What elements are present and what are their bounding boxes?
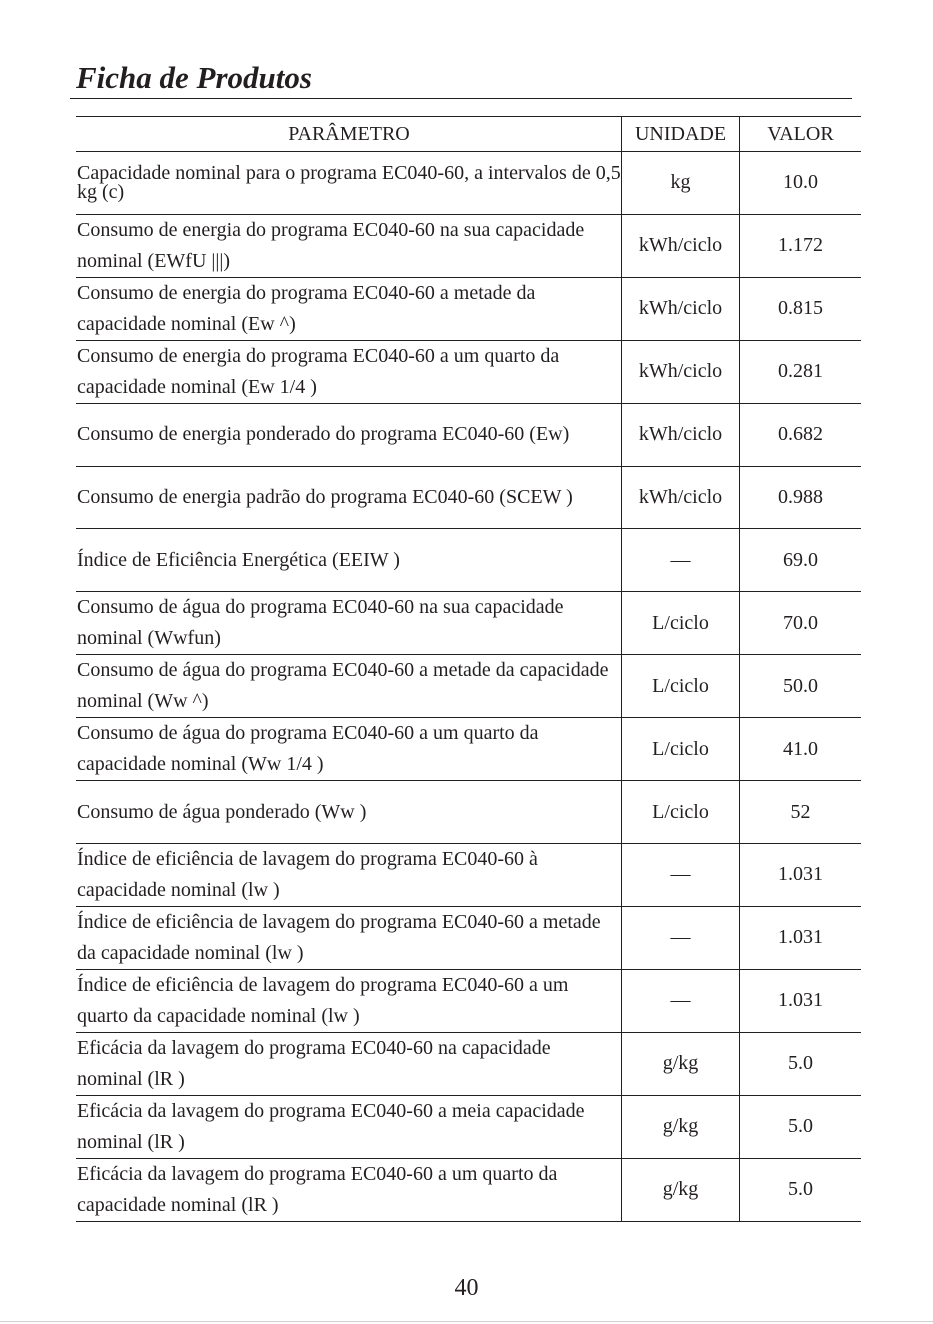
value-cell: 5.0 [740,1032,862,1095]
table-row [76,1095,861,1158]
param-cell: Índice de Eficiência Energética (EEIW ) [76,529,622,592]
value-cell: 10.0 [740,152,862,215]
value-cell: 0.682 [740,403,862,466]
table-row [76,655,861,718]
param-cell: Índice de eficiência de lavagem do programa EC040-60 à capacidade nominal (lw ) [76,843,622,906]
param-cell: Eficácia da lavagem do programa EC040-60 a um quarto da capacidade nominal (lR ) [76,1158,622,1221]
unit-cell: kg [622,152,740,215]
value-cell: 5.0 [740,1095,862,1158]
param-cell: Eficácia da lavagem do programa EC040-60 na capacidade nominal (lR ) [76,1032,622,1095]
param-cell: Índice de eficiência de lavagem do programa EC040-60 a um quarto da capacidade nominal (lw ) [76,969,622,1032]
value-cell: 1.031 [740,906,862,969]
param-cell: Consumo de energia padrão do programa EC040-60 (SCEW ) [76,466,622,529]
value-cell: 69.0 [740,529,862,592]
table-row [76,969,861,1032]
title-divider [70,98,852,99]
table-row [76,843,861,906]
table-header-row [76,117,861,152]
param-cell: Eficácia da lavagem do programa EC040-60 a meia capacidade nominal (lR ) [76,1095,622,1158]
unit-cell: — [622,969,740,1032]
param-cell: Consumo de energia ponderado do programa EC040-60 (Ew) [76,403,622,466]
table-row [76,1032,861,1095]
value-cell: 41.0 [740,718,862,781]
unit-cell: kWh/ciclo [622,214,740,277]
table-row [76,340,861,403]
table-row [76,592,861,655]
param-cell: Consumo de energia do programa EC040-60 na sua capacidade nominal (EWfU |||) [76,214,622,277]
param-cell: Consumo de água do programa EC040-60 a um quarto da capacidade nominal (Ww 1/4 ) [76,718,622,781]
table-row [76,403,861,466]
table-row [76,718,861,781]
page-number: 40 [454,1275,479,1301]
unit-cell: — [622,843,740,906]
table-row [76,906,861,969]
bottom-divider [0,1321,933,1322]
table-row [76,277,861,340]
product-table [76,116,861,1222]
unit-cell: kWh/ciclo [622,340,740,403]
unit-cell: L/ciclo [622,592,740,655]
param-cell: Consumo de água ponderado (Ww ) [76,781,622,844]
unit-cell: L/ciclo [622,655,740,718]
param-cell: Índice de eficiência de lavagem do programa EC040-60 a metade da capacidade nominal (lw ) [76,906,622,969]
value-cell: 1.172 [740,214,862,277]
unit-cell: — [622,529,740,592]
unit-cell: kWh/ciclo [622,277,740,340]
table-row [76,529,861,592]
unit-cell: g/kg [622,1032,740,1095]
unit-cell: kWh/ciclo [622,403,740,466]
param-cell: Consumo de energia do programa EC040-60 a metade da capacidade nominal (Ew ^) [76,277,622,340]
table-row [76,214,861,277]
param-cell: Consumo de energia do programa EC040-60 a um quarto da capacidade nominal (Ew 1/4 ) [76,340,622,403]
unit-cell: L/ciclo [622,781,740,844]
value-cell: 0.988 [740,466,862,529]
value-cell: 1.031 [740,843,862,906]
value-cell: 5.0 [740,1158,862,1221]
unit-cell: g/kg [622,1158,740,1221]
unit-cell: L/ciclo [622,718,740,781]
value-cell: 50.0 [740,655,862,718]
page-title: Ficha de Produtos [76,60,312,95]
header-param: PARÂMETRO [76,117,622,152]
value-cell: 70.0 [740,592,862,655]
table-row [76,1158,861,1221]
table-row [76,781,861,844]
unit-cell: — [622,906,740,969]
table-row [76,466,861,529]
value-cell: 52 [740,781,862,844]
param-cell: Capacidade nominal para o programa EC040-60, a intervalos de 0,5 kg (c) [76,152,622,215]
value-cell: 0.281 [740,340,862,403]
header-unit: UNIDADE [622,117,740,152]
unit-cell: g/kg [622,1095,740,1158]
value-cell: 1.031 [740,969,862,1032]
param-cell: Consumo de água do programa EC040-60 na sua capacidade nominal (Wwfun) [76,592,622,655]
table-row [76,152,861,215]
param-cell: Consumo de água do programa EC040-60 a metade da capacidade nominal (Ww ^) [76,655,622,718]
header-value: VALOR [740,117,862,152]
value-cell: 0.815 [740,277,862,340]
unit-cell: kWh/ciclo [622,466,740,529]
